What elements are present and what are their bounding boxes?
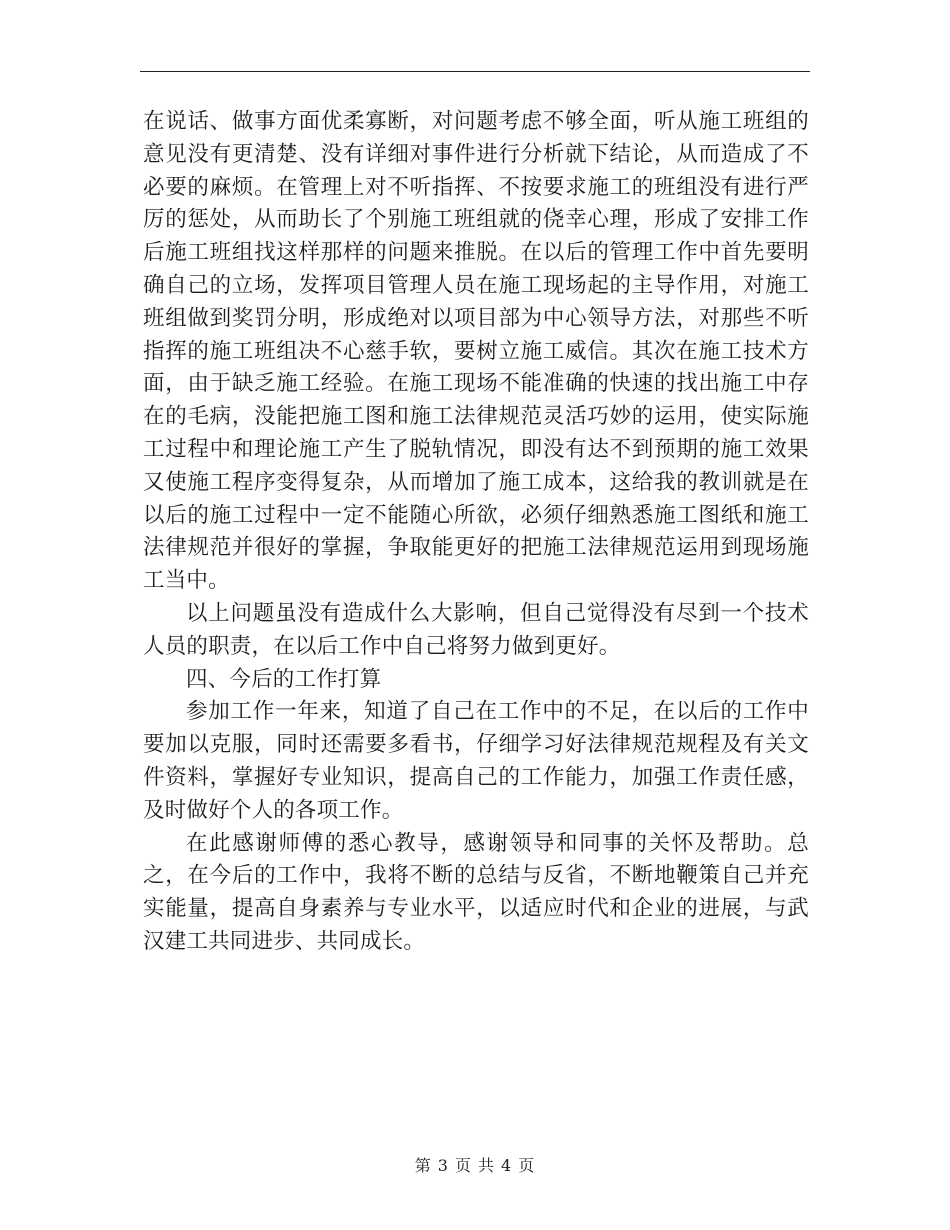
current-page-number: 3 [437,1156,449,1175]
paragraph-4: 在此感谢师傅的悉心教导，感谢领导和同事的关怀及帮助。总之，在今后的工作中，我将不断的总结与反省，不断地鞭策自己并充实能量，提高自身素养与专业水平，以适应时代和企业的进展，与武汉建工共同进步、共同成长。 [143,830,809,954]
paragraph-3: 参加工作一年来，知道了自己在工作中的不足，在以后的工作中要加以克服，同时还需要多看书，仔细学习好法律规范规程及有关文件资料，掌握好专业知识，提高自己的工作能力，加强工作责任感，及时做好个人的各项工作。 [143,699,809,823]
paragraph-2: 以上问题虽没有造成什么大影响，但自己觉得没有尽到一个技术人员的职责，在以后工作中自己将努力做到更好。 [143,600,809,659]
section-heading: 四、今后的工作打算 [186,666,382,692]
paragraph-1: 在说话、做事方面优柔寡断，对问题考虑不够全面，听从施工班组的意见没有更清楚、没有详细对事件进行分析就下结论，从而造成了不必要的麻烦。在管理上对不听指挥、不按要求施工的班组没有进行严厉的惩处，从而助长了个别施工班组就的侥幸心理，形成了安排工作后施工班组找这样那样的问题来推脱。在以后的管理工作中首先要明确自己的立场，发挥项目管理人员在施工现场起的主导作用，对施工班组做到奖罚分明，形成绝对以项目部为中心领导方法，对那些不听指挥的施工班组决不心慈手软，要树立施工威信。其次在施工技术方面，由于缺乏施工经验。在施工现场不能准确的快速的找出施工中存在的毛病，没能把施工图和施工法律规范灵活巧妙的运用，使实际施工过程中和理论施工产生了脱轨情况，即没有达不到预期的施工效果又使施工程序变得复杂，从而增加了施工成本，这给我的教训就是在以后的施工过程中一定不能随心所欲，必须仔细熟悉施工图纸和施工法律规范并很好的掌握，争取能更好的把施工法律规范运用到现场施工当中。 [143,109,809,594]
footer-prefix: 第 [414,1156,432,1175]
footer-suffix: 页 [518,1156,536,1175]
page-footer [0,1153,950,1176]
footer-middle: 页 共 [454,1156,496,1175]
total-pages-number: 4 [501,1156,513,1175]
header-rule [140,71,810,72]
body-text [143,106,809,959]
